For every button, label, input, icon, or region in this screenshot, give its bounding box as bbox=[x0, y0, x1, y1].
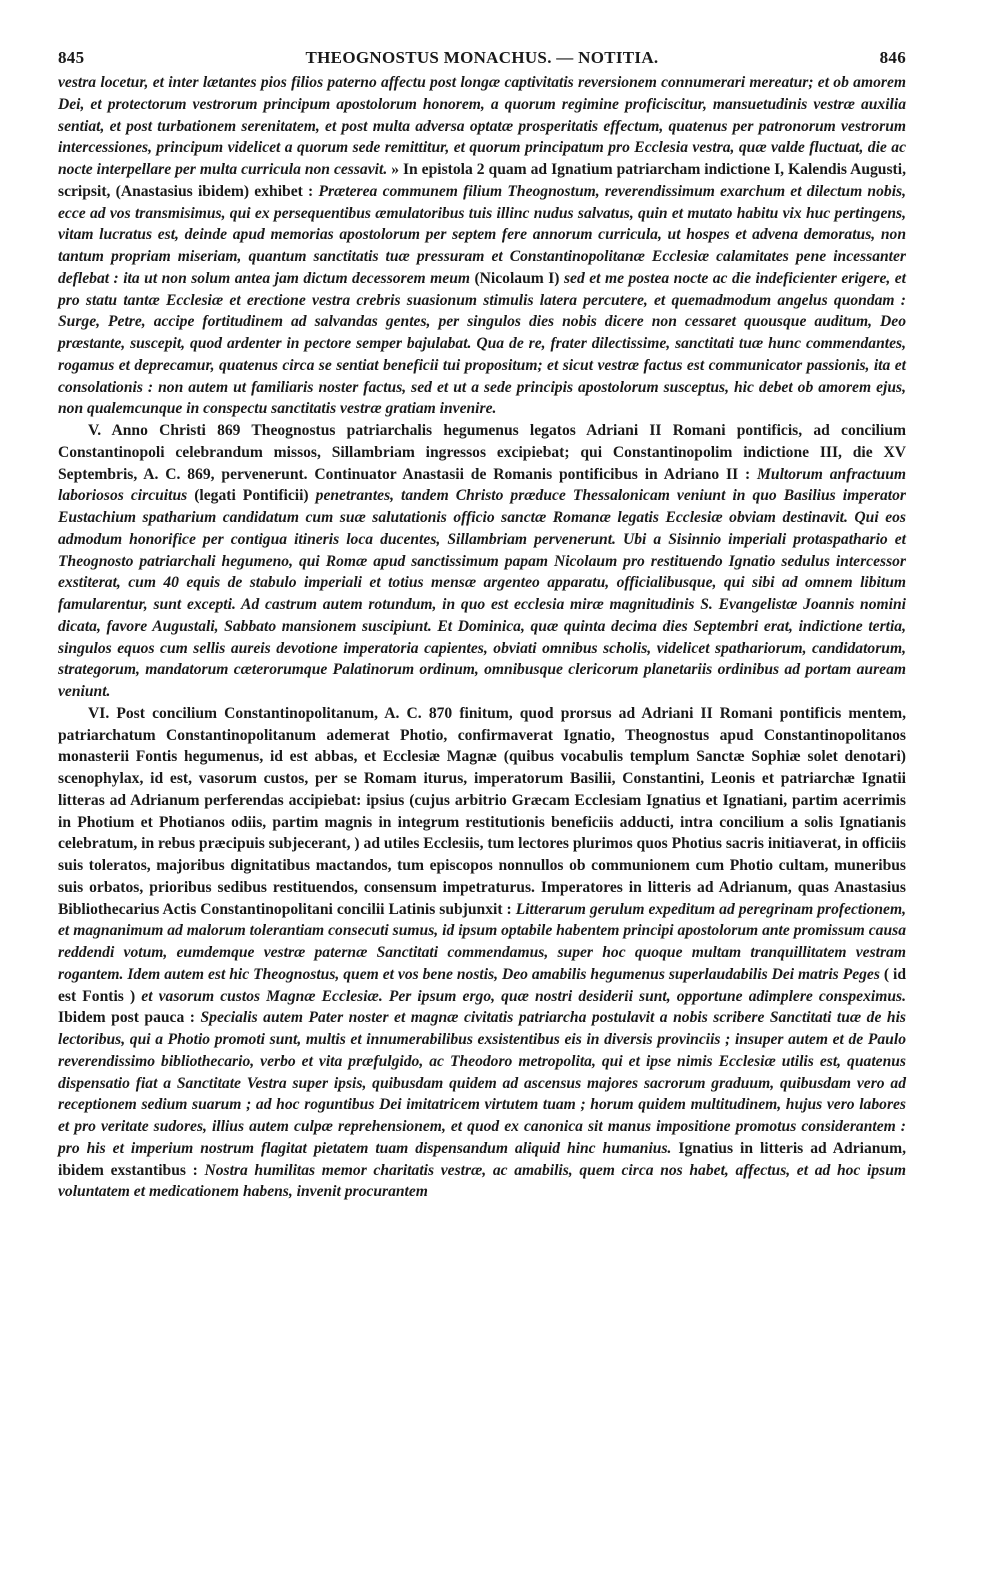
roman-text-segment: » In epistola 2 quam ad Ignatium patriarcham indictione I, Kalendis Augusti, scripsit, (Anastasius ibidem) exhibet : bbox=[58, 161, 906, 200]
roman-text-segment: (Nicolaum I) bbox=[470, 269, 564, 287]
roman-text-segment: (legati Pontificii) bbox=[187, 487, 316, 505]
running-header bbox=[58, 48, 906, 70]
paragraph bbox=[58, 420, 906, 703]
italic-text-segment: sed et me postea nocte ac die indeficienter erigere, et pro statu tantæ Ecclesiæ et erectione vestra crebris suasionum stimulis latera percutere, et quemadmodum angelus quondam : Surge, Petre, accipe fortitudinem ad salvandas gentes, per singulos dies nobis dicere non cessaret quousque auditum, Deo præstante, suscepit, quod ardenter in pectore semper bajulabat. Qua de re, frater dilectissime, sanctitati tuæ hunc commendantes, rogamus et deprecamur, quatenus circa se sentiat beneficii tui propositum; et sicut vestræ factus est communicator passionis, ita et consolationis : non autem ut familiaris noster factus, sed et ut a sede principis apostolorum susceptus, hic debet ob amorem ejus, non qualemcunque in conspectu sanctitatis vestræ gratiam invenire. bbox=[58, 269, 906, 418]
right-page-number: 846 bbox=[879, 48, 906, 67]
italic-text-segment: Nostra humilitas memor charitatis vestræ, ac amabilis, quem circa nos habet, affectus, et ad hoc ipsum voluntatem et medicationem habens, invenit procurantem bbox=[58, 1161, 906, 1201]
running-title: THEOGNOSTUS MONACHUS. — NOTITIA. bbox=[305, 48, 659, 67]
roman-text-segment: V. Anno Christi 869 Theognostus patriarchalis hegumenus legatos Adriani II Romani pontificis, ad concilium Constantinopoli celebrandum missos, Sillambriam ingressos excipiebat; qui Constantinopolim indictione III, die XV Septembris, A. C. 869, pervenerunt. Continuator Anastasii de Romanis pontificibus in Adriano II : bbox=[58, 422, 906, 483]
italic-text-segment: penetrantes, tandem Christo præduce Thessalonicam veniunt in quo Basilius imperator Eustachium spatharium candidatum cum suæ salutationis officio sanctæ Romanæ legatis Ecclesiæ obviam destinavit. Qui eos admodum honorifice per contigua itineris loca ducentes, Sillambriam pervenerunt. Ubi a Sisinnio imperiali protaspathario et Theognosto patriarchali hegumeno, qui Romæ apud sanctissimum papam Nicolaum pro restituendo Ignatio sedulus intercessor exstiterat, cum 40 equis de stabulo imperiali et totius mensæ argenteo apparatu, officialibusque, qui sibi ad omnem libitum famularentur, sunt excepti. Ad castrum autem rotundum, in quo est ecclesia miræ magnitudinis S. Evangelistæ Joannis nomini dicata, favore Augustali, Sabbato mansionem suscipiunt. Et Dominica, quæ quinta decima dies Septembri erat, indictione tertia, singulos equos cum sellis aureis devotione imperatoria capientes, obviati omnibus scholis, videlicet spathariorum, candidatorum, strategorum, mandatorum cæterorumque Palatinorum ordinum, omnibusque clericorum planetariis ordinibus ad portam auream veniunt. bbox=[58, 487, 907, 700]
roman-text-segment: Ibidem post pauca : bbox=[58, 1009, 201, 1027]
italic-text-segment: Præterea communem filium Theognostum, reverendissimum exarchum et dilectum nobis, ecce ad vos transmisimus, qui ex persequentibus æmulatoribus tuis illinc nudus salvatus, quin et mutato habitu vix huc pertingens, vitam lucratus est, deinde apud memorias apostolorum per septem fere annorum curricula, ut hospes et advena demoratus, non tantum propriam miseriam, quantum sanctitatis tuæ pressuram et Constantinopolitanæ Ecclesiæ calamitates pene incessanter deflebat : ita ut non solum antea jam dictum decessorem meum bbox=[58, 182, 907, 287]
body-text bbox=[58, 72, 906, 1203]
italic-text-segment: vestra locetur, et inter lætantes pios filios paterno affectu post longæ captivitatis reversionem connumerari mereatur; et ob amorem Dei, et protectorum vestrorum principum apostolorum honorem, a quorum regimine proficiscitur, mansuetudinis vestræ auxilia sentiat, et post turbationem serenitatem, et post multa adversa optatæ prosperitatis effectum, quatenus per patronorum vestrorum intercessiones, principum videlicet a quorum sede remittitur, et quorum principatum pro Ecclesia vestra, quæ valde fluctuat, die ac nocte interpellare per multa curricula non cessavit. bbox=[58, 74, 906, 178]
paragraph bbox=[58, 72, 906, 420]
roman-text-segment: VI. Post concilium Constantinopolitanum, A. C. 870 finitum, quod prorsus ad Adriani II Romani pontificis mentem, patriarchatum Constantinopolitanum ademerat Photio, confirmaverat Ignatio, Theognostus apud Constantinopolitanos monasterii Fontis hegumenus, id est abbas, et Ecclesiæ Magnæ (quibus vocabulis templum Sanctæ Sophiæ solet denotari) scenophylax, id est, vasorum custos, per se Romam iturus, imperatorum Basilii, Constantini, Leonis et patriarchæ Ignatii litteras ad Adrianum perferendas accipiebat: ipsius (cujus arbitrio Græcam Ecclesiam Ignatius et Ignatiani, partim acerrimis in Photium et Photianos odiis, partim magnis in integrum restitutionis beneficiis adducti, intra concilium a solis Ignatianis celebratum, in rebus præcipuis subjecerant, ) ad utiles Ecclesiis, tum lectores plurimos quos Photius sacris initiaverat, in officiis suis toleratos, majoribus dignitatibus mactandos, tum episcopos nonnullos ob communionem cum Photio cultam, muneribus suis orbatos, prioribus sedibus restituendos, consensum impetraturus. Imperatores in litteris ad Adrianum, quas Anastasius Bibliothecarius Actis Constantinopolitani concilii Latinis subjunxit : bbox=[58, 704, 906, 918]
roman-text-segment: Ignatius in litteris ad Adrianum, ibidem exstantibus : bbox=[58, 1139, 907, 1179]
left-page-number: 845 bbox=[58, 48, 85, 67]
roman-text-segment: ( id est Fontis ) bbox=[58, 965, 907, 1005]
italic-text-segment: Specialis autem Pater noster et magnæ civitatis patriarcha postulavit a nobis scribere Sanctitati tuæ de his lectoribus, qui a Photio promoti sunt, multis et innumerabilibus exsistentibus eis in diversis provinciis ; insuper autem et de Paulo reverendissimo bibliothecario, verbo et vita præfulgido, ac Theodoro metropolita, qui et ipse nimis Ecclesiæ utilis est, quatenus dispensatio fiat a Sanctitate Vestra super ipsis, quibusdam quidem ad ascensus majores sacrorum graduum, quibusdam vero ad receptionem sedium suarum ; ad hoc roguntibus Dei imitatricem virtutem tuam ; horum quidem multitudinem, hujus vero labores et pro veritate sudores, illius autem culpæ reprehensionem, et quod ex canonica sit manus impositione promotus considerantem : pro his et imperium nostrum flagitat pietatem tuam dispensandum aliquid hinc humanius. bbox=[58, 1009, 906, 1157]
italic-text-segment: Litterarum gerulum expeditum ad peregrinam profectionem, et magnanimum ad malorum tolerantiam consecuti sumus, id ipsum optabile habentem principi apostolorum ante promissum causa reddendi votum, eumdemque vestræ paternæ Sanctitati commendamus, super hoc quoque multam tranquillitatem vestram rogantem. Idem autem est hic Theognostus, quem et vos bene nostis, Deo amabilis hegumenus superlaudabilis Dei matris Peges bbox=[58, 900, 907, 983]
document-page bbox=[58, 48, 906, 1203]
paragraph bbox=[58, 703, 906, 1203]
italic-text-segment: Multorum anfractuum laboriosos circuitus bbox=[58, 465, 907, 505]
italic-text-segment: et vasorum custos Magnæ Ecclesiæ. Per ipsum ergo, quæ nostri desiderii sunt, opportune adimplere conspeximus. bbox=[141, 987, 906, 1005]
